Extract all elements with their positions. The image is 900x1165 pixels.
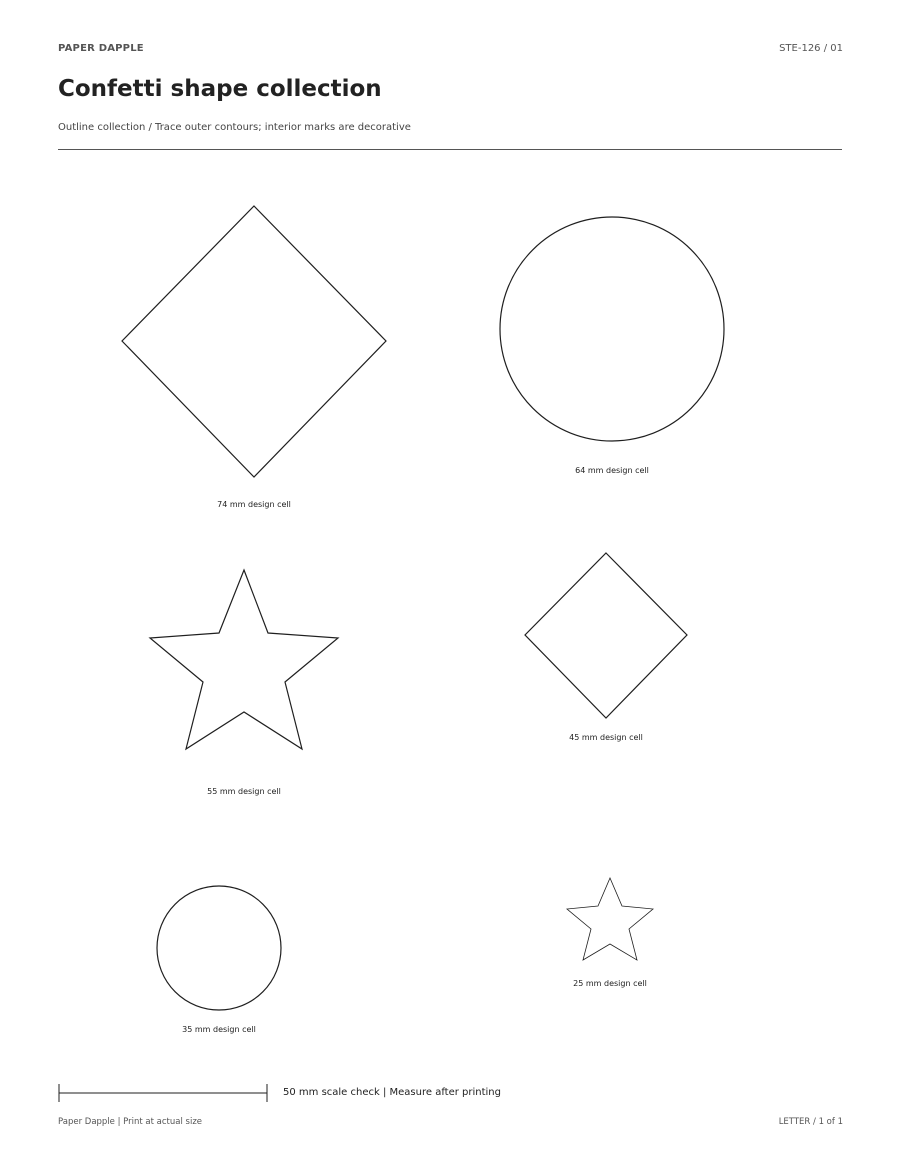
diamond-shape-45mm (525, 553, 687, 718)
design-cell-label: 45 mm design cell (569, 733, 643, 742)
document-code: STE-126 / 01 (779, 43, 843, 54)
circle-shape-64mm (500, 217, 724, 441)
design-cell-label: 55 mm design cell (207, 787, 281, 796)
design-cell-label: 74 mm design cell (217, 500, 291, 509)
design-cell-label: 25 mm design cell (573, 979, 647, 988)
page-title: Confetti shape collection (58, 76, 382, 102)
scale-check-label: 50 mm scale check | Measure after printing (283, 1087, 501, 1098)
design-cell-label: 35 mm design cell (182, 1025, 256, 1034)
footer-note: Paper Dapple | Print at actual size (58, 1117, 203, 1127)
brand-name: PAPER DAPPLE (58, 43, 144, 54)
page-indicator: LETTER / 1 of 1 (778, 1117, 843, 1127)
star-shape-25mm (567, 878, 653, 960)
star-shape-55mm (150, 570, 338, 749)
diamond-shape-74mm (122, 206, 386, 477)
design-cell-label: 64 mm design cell (575, 466, 649, 475)
circle-shape-35mm (157, 886, 281, 1010)
page-subtitle: Outline collection / Trace outer contours; interior marks are decorative (58, 122, 411, 133)
